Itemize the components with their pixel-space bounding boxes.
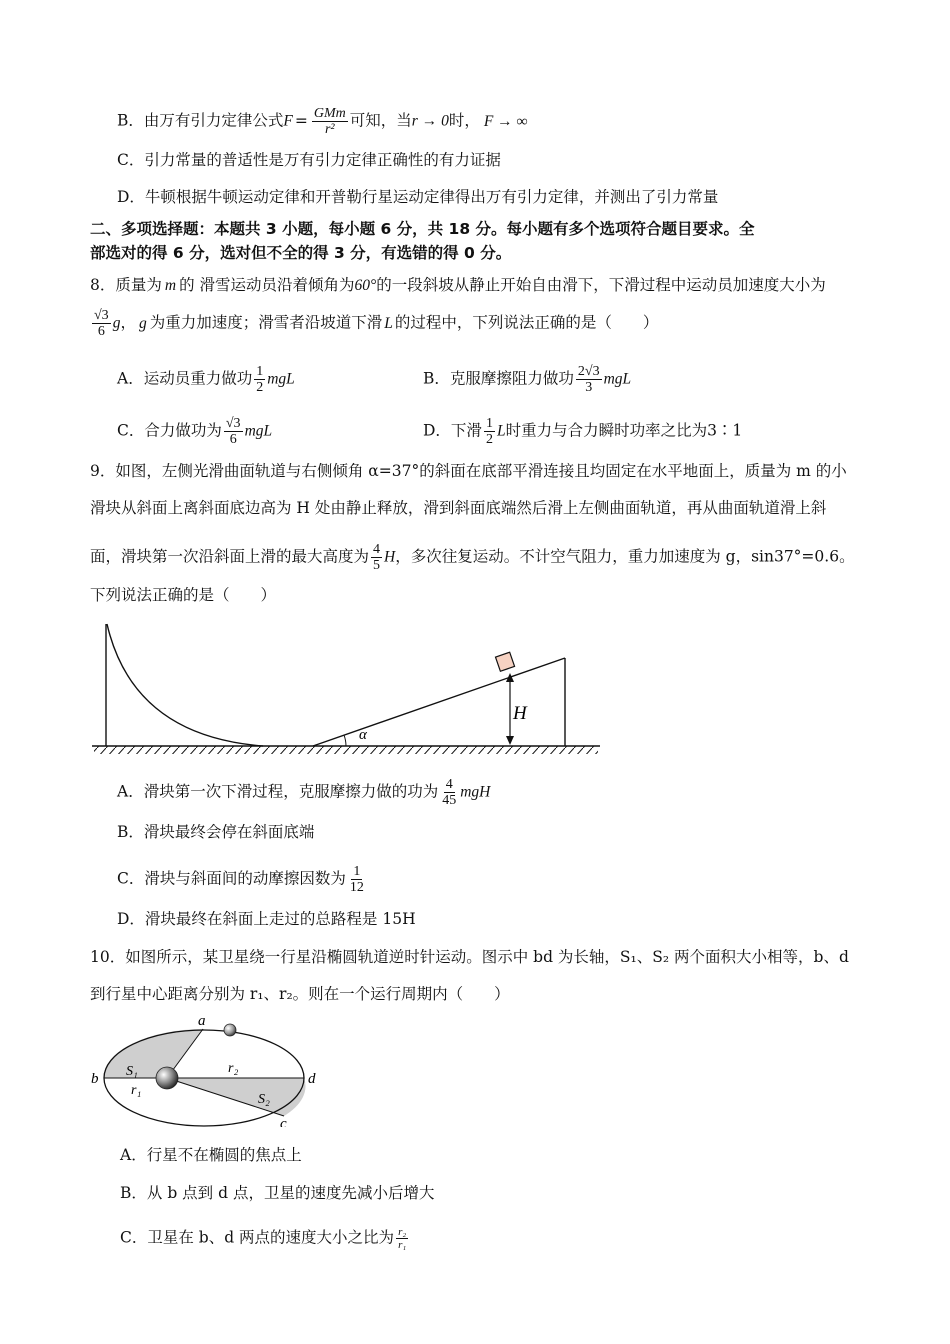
q10-stem-line1: 10．如图所示，某卫星绕一行星沿椭圆轨道逆时针运动。图示中 bd 为长轴，S₁、S₂ 两个面积大小相等，b、d — [90, 948, 849, 966]
q8-option-a — [117, 364, 295, 395]
q7-f-infinity: F → ∞ — [483, 112, 528, 130]
q7-option-b-prefix: B．由万有引力定律公式 — [117, 111, 284, 130]
q8-option-d — [423, 416, 742, 447]
q9-option-a-num: 4 — [445, 777, 453, 792]
q8-comma: ， — [120, 313, 136, 332]
q7-option-b-when: 时， — [448, 111, 480, 130]
q9-option-a-text: A．滑块第一次下滑过程，克服摩擦力做的功为 — [117, 782, 439, 801]
q8-option-d-tail: 时重力与合力瞬时功率之比为3∶1 — [505, 421, 743, 440]
q9-height-num: 4 — [373, 542, 381, 557]
q7-r-limit: r → 0 — [411, 112, 449, 130]
label-s2: S₂ — [258, 1092, 270, 1107]
q10-option-a: A．行星不在椭圆的焦点上 — [120, 1146, 302, 1164]
q8-option-c-fraction — [224, 416, 243, 447]
q10-option-c-fraction — [396, 1226, 408, 1251]
q8-acc-fraction — [92, 308, 111, 339]
q10-option-c — [120, 1226, 410, 1251]
q8-mass-symbol: m — [164, 277, 177, 294]
q9-stem-3a: 面，滑块第一次沿斜面上滑的最大高度为 — [90, 547, 370, 566]
q9-figure — [88, 618, 603, 756]
q8-option-b-fraction — [576, 364, 602, 395]
q9-option-c-den: 12 — [349, 880, 364, 895]
q8-length-symbol: L — [384, 314, 393, 332]
q8-option-d-length: L — [496, 422, 506, 440]
q8-g-symbol: g — [112, 314, 121, 332]
slider-block — [495, 652, 514, 671]
q8-acc-den: 6 — [97, 324, 105, 339]
q8-option-b-tail: mgL — [603, 370, 632, 388]
q10-figure — [88, 1012, 328, 1127]
q8-option-b — [423, 364, 631, 395]
q8-option-d-fraction — [484, 416, 495, 447]
q7-option-d: D．牛顿根据牛顿运动定律和开普勒行星运动定律得出万有引力定律，并测出了引力常量 — [117, 188, 719, 206]
q9-option-a-fraction — [440, 777, 458, 808]
height-label: H — [513, 703, 527, 724]
q7-option-c: C．引力常量的普适性是万有引力定律正确性的有力证据 — [117, 151, 501, 169]
q9-option-c-text: C．滑块与斜面间的动摩擦因数为 — [117, 869, 346, 888]
q8-option-a-den: 2 — [256, 380, 264, 395]
area-s2 — [167, 1078, 305, 1116]
q8-stem-line1 — [90, 275, 826, 296]
alpha-label: α — [359, 727, 367, 743]
q8-angle: 60° — [354, 277, 377, 294]
label-a: a — [198, 1013, 206, 1029]
q8-stem-b: 的 滑雪运动员沿着倾角为 — [179, 276, 355, 294]
q8-option-c — [117, 416, 272, 447]
q9-option-b: B．滑块最终会停在斜面底端 — [117, 823, 315, 841]
q8-acc-num: √3 — [94, 308, 109, 323]
q9-option-d: D．滑块最终在斜面上走过的总路程是 15H — [117, 910, 416, 928]
q9-h-symbol: H — [384, 548, 396, 566]
q8-stem-e: 的过程中，下列说法正确的是（ ） — [394, 313, 659, 332]
q9-option-a-tail: mgH — [460, 783, 491, 801]
q8-option-c-den: 6 — [229, 432, 237, 447]
q9-option-a-den: 45 — [442, 793, 457, 808]
q9-option-c-fraction — [348, 864, 366, 895]
alpha-arc — [344, 735, 346, 746]
q8-option-c-text: C．合力做功为 — [117, 421, 222, 440]
q9-stem-line1: 9．如图，左侧光滑曲面轨道与右侧倾角 α=37°的斜面在底部平滑连接且均固定在水平地面上，质量为 m 的小 — [90, 462, 847, 480]
q10-option-c-den: r₁ — [398, 1239, 407, 1251]
q7-option-b — [117, 106, 528, 137]
q8-option-c-num: √3 — [225, 416, 241, 431]
q7-fraction-denominator: r² — [324, 122, 335, 137]
q8-stem-d: 为重力加速度；滑雪者沿坡道下滑 — [149, 313, 383, 332]
label-r2: r₂ — [228, 1061, 239, 1076]
q8-g-symbol-2: g — [138, 314, 147, 332]
q8-option-d-den: 2 — [485, 432, 493, 447]
q9-stem-line2: 滑块从斜面上离斜面底边高为 H 处由静止释放，滑到斜面底端然后滑上左侧曲面轨道，再从曲面轨道滑上斜 — [90, 499, 827, 517]
section2-header-line1: 二、多项选择题：本题共 3 小题，每小题 6 分，共 18 分。每小题有多个选项符合题目要求。全 — [90, 220, 755, 238]
q9-height-den: 5 — [373, 558, 381, 573]
q7-option-b-mid: 可知，当 — [349, 111, 412, 130]
height-arrow-down — [506, 736, 514, 745]
q8-stem-a: 8．质量为 — [90, 276, 162, 294]
q8-option-b-den: 3 — [585, 380, 593, 395]
satellite — [224, 1024, 236, 1036]
q7-gravity-fraction — [312, 106, 348, 137]
q8-option-a-text: A．运动员重力做功 — [117, 369, 253, 388]
q8-option-a-fraction — [254, 364, 265, 395]
q8-stem-c: 的一段斜坡从静止开始自由滑下，下滑过程中运动员加速度大小为 — [376, 276, 826, 294]
label-b: b — [91, 1071, 99, 1087]
label-c: c — [280, 1116, 287, 1127]
q8-option-b-text: B．克服摩擦阻力做功 — [423, 369, 574, 388]
ground-hatching — [94, 746, 598, 754]
q7-equals: = — [294, 111, 308, 130]
q8-option-d-text: D．下滑 — [423, 421, 482, 440]
section2-header-line2: 部选对的得 6 分，选对但不全的得 3 分，有选错的得 0 分。 — [90, 244, 512, 262]
q9-option-a — [117, 777, 490, 808]
q9-stem-line3 — [90, 542, 855, 573]
label-s1: S₁ — [126, 1064, 138, 1079]
q7-f-symbol: F — [283, 112, 293, 130]
q9-stem-3b: ，多次往复运动。不计空气阻力，重力加速度为 g，sin37°=0.6。 — [395, 547, 855, 566]
q8-option-b-num: 2√3 — [577, 364, 600, 379]
q9-stem-line4: 下列说法正确的是（ ） — [90, 586, 277, 604]
q9-option-c-num: 1 — [353, 864, 361, 879]
label-d: d — [308, 1071, 316, 1087]
q10-option-c-text: C．卫星在 b、d 两点的速度大小之比为 — [120, 1228, 395, 1247]
q8-option-a-tail: mgL — [267, 370, 295, 388]
q8-option-d-num: 1 — [485, 416, 493, 431]
q7-fraction-numerator: GMm — [313, 106, 346, 121]
q10-stem-line2: 到行星中心距离分别为 r₁、r₂。则在一个运行周期内（ ） — [90, 985, 510, 1003]
q8-option-a-num: 1 — [256, 364, 264, 379]
planet — [156, 1067, 178, 1089]
curved-track — [107, 624, 263, 746]
label-r1: r₁ — [131, 1083, 142, 1098]
q8-stem-line2 — [90, 308, 658, 339]
q10-option-b: B．从 b 点到 d 点，卫星的速度先减小后增大 — [120, 1184, 435, 1202]
q10-option-c-num: r₂ — [398, 1226, 407, 1238]
incline-surface — [313, 658, 565, 746]
q9-height-fraction — [371, 542, 382, 573]
q8-option-c-tail: mgL — [244, 422, 273, 440]
q9-option-c — [117, 864, 368, 895]
